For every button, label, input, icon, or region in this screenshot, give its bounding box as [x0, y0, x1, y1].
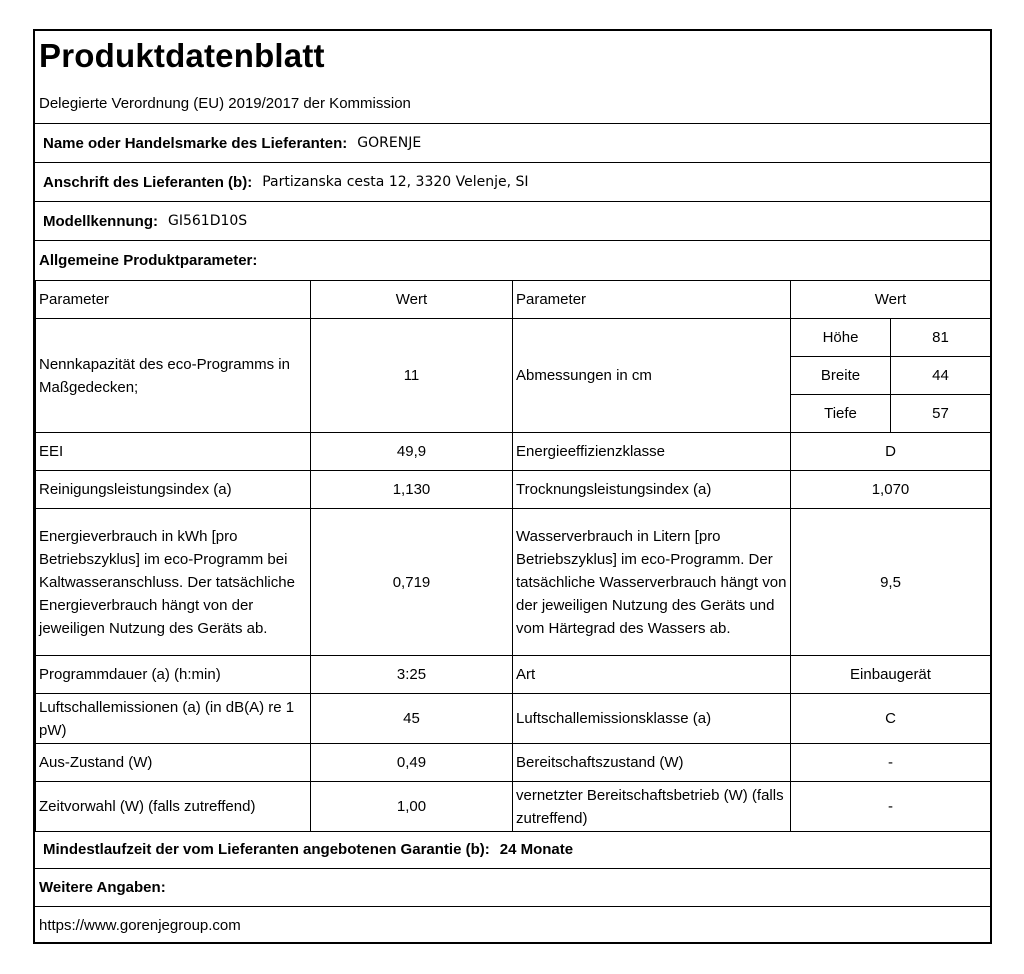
drying-index-label: Trocknungsleistungsindex (a) [513, 471, 791, 509]
capacity-value: 11 [311, 319, 513, 433]
col-value-header-left: Wert [311, 281, 513, 319]
depth-value: 57 [891, 395, 991, 433]
depth-label: Tiefe [791, 395, 891, 433]
networked-standby-label: vernetzter Bereitschaftsbetrieb (W) (falls zutreffend) [513, 782, 791, 832]
standby-label: Bereitschaftszustand (W) [513, 744, 791, 782]
model-value: GI561D10S [168, 213, 248, 229]
warranty-label: Mindestlaufzeit der vom Lieferanten angebotenen Garantie (b): [43, 841, 490, 858]
supplier-name-value: GORENJE [357, 135, 422, 151]
url-row [35, 907, 990, 944]
dimensions-label: Abmessungen in cm [513, 319, 791, 433]
duration-value: 3:25 [311, 656, 513, 694]
table-row [36, 656, 991, 694]
manufacturer-url[interactable]: https://www.gorenjegroup.com [39, 917, 241, 934]
title-block [35, 31, 990, 124]
table-header-row [36, 281, 991, 319]
page-title: Produktdatenblatt [39, 37, 325, 74]
col-param-header-right: Parameter [513, 281, 791, 319]
off-mode-value: 0,49 [311, 744, 513, 782]
eei-value: 49,9 [311, 433, 513, 471]
cleaning-index-value: 1,130 [311, 471, 513, 509]
model-row [35, 202, 990, 241]
noise-class-label: Luftschallemissionsklasse (a) [513, 694, 791, 744]
capacity-label: Nennkapazität des eco-Programms in Maßgedecken; [36, 319, 311, 433]
delay-start-label: Zeitvorwahl (W) (falls zutreffend) [36, 782, 311, 832]
more-info-label: Weitere Angaben: [35, 869, 990, 907]
networked-standby-value: - [791, 782, 991, 832]
supplier-name-label: Name oder Handelsmarke des Lieferanten: [43, 134, 348, 152]
noise-label: Luftschallemissionen (a) (in dB(A) re 1 pW) [36, 694, 311, 744]
table-row [36, 782, 991, 832]
warranty-value: 24 Monate [499, 841, 574, 858]
general-section-title: Allgemeine Produktparameter: [39, 252, 258, 269]
type-value: Einbaugerät [791, 656, 991, 694]
eei-label: EEI [36, 433, 311, 471]
table-row [36, 744, 991, 782]
model-label: Modellkennung: [43, 212, 158, 230]
table-row [36, 694, 991, 744]
width-label: Breite [791, 357, 891, 395]
cleaning-index-label: Reinigungsleistungsindex (a) [36, 471, 311, 509]
width-value: 44 [891, 357, 991, 395]
supplier-address-value: Partizanska cesta 12, 3320 Velenje, SI [262, 174, 529, 190]
duration-label: Programmdauer (a) (h:min) [36, 656, 311, 694]
energy-class-value: D [791, 433, 991, 471]
height-value: 81 [891, 319, 991, 357]
table-row [36, 471, 991, 509]
height-label: Höhe [791, 319, 891, 357]
standby-value: - [791, 744, 991, 782]
regulation-subtitle: Delegierte Verordnung (EU) 2019/2017 der Kommission [39, 95, 411, 112]
table-row [36, 509, 991, 656]
warranty-row [35, 831, 990, 869]
noise-class-value: C [791, 694, 991, 744]
col-value-header-right: Wert [791, 281, 991, 319]
supplier-name-row [35, 124, 990, 163]
parameter-table [35, 280, 991, 832]
table-row [36, 433, 991, 471]
drying-index-value: 1,070 [791, 471, 991, 509]
noise-value: 45 [311, 694, 513, 744]
table-row [36, 319, 991, 357]
type-label: Art [513, 656, 791, 694]
delay-start-value: 1,00 [311, 782, 513, 832]
energy-consumption-label: Energieverbrauch in kWh [pro Betriebszyklus] im eco-Programm bei Kaltwasseranschluss. Der tatsächliche Energieverbrauch hängt von der jeweiligen Nutzung des Geräts ab. [36, 509, 311, 656]
off-mode-label: Aus-Zustand (W) [36, 744, 311, 782]
col-param-header-left: Parameter [36, 281, 311, 319]
water-consumption-value: 9,5 [791, 509, 991, 656]
supplier-address-row [35, 163, 990, 202]
supplier-address-label: Anschrift des Lieferanten (b): [43, 173, 253, 191]
energy-consumption-value: 0,719 [311, 509, 513, 656]
energy-class-label: Energieeffizienzklasse [513, 433, 791, 471]
water-consumption-label: Wasserverbrauch in Litern [pro Betriebszyklus] im eco-Programm. Der tatsächliche Wasserverbrauch hängt von der jeweiligen Nutzung des Geräts und vom Härtegrad des Wassers ab. [513, 509, 791, 656]
product-data-sheet [33, 29, 992, 944]
